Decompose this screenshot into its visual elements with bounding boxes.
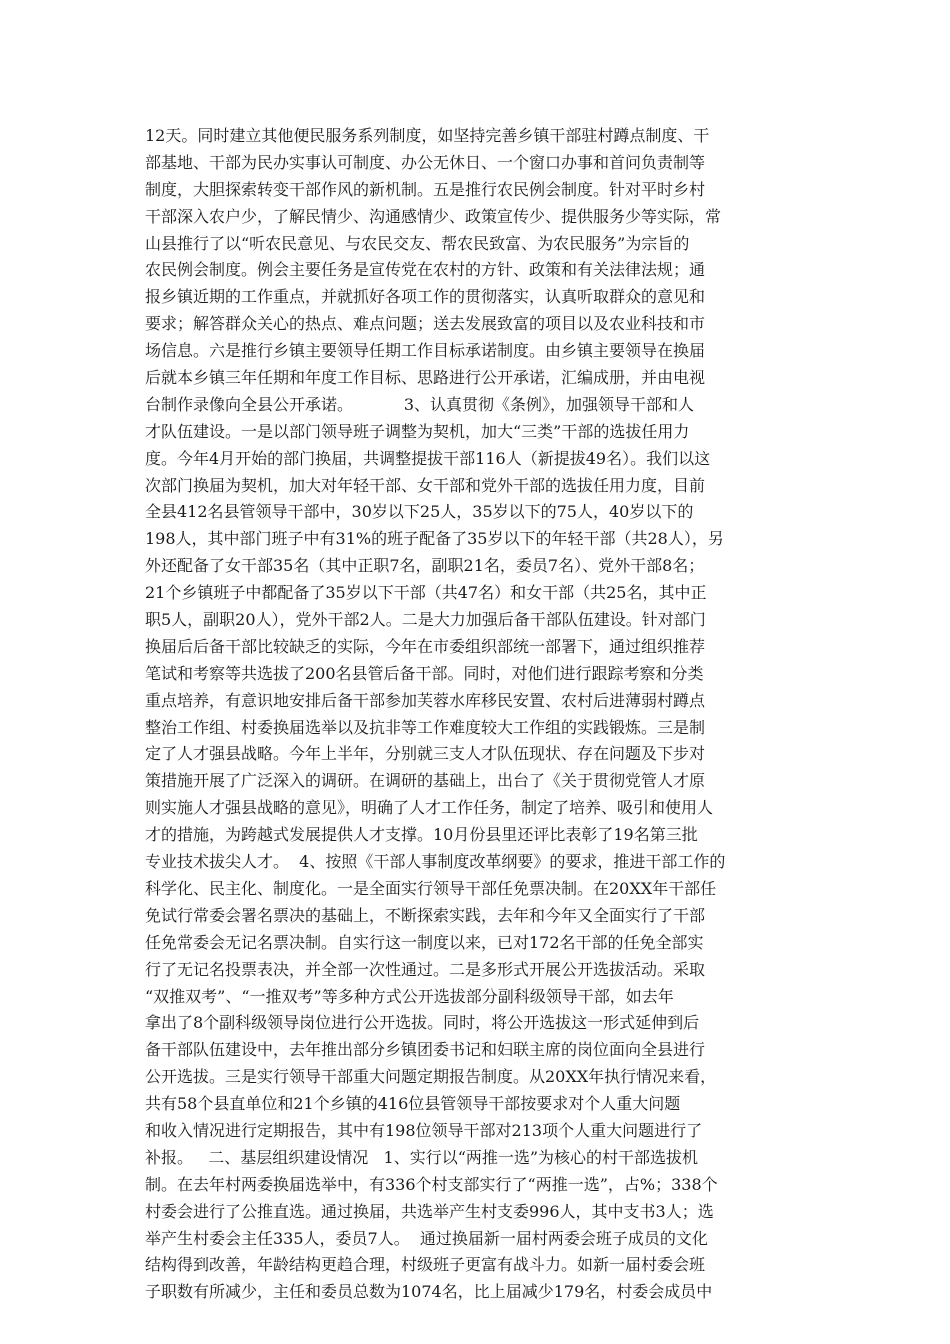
text-line: 山县推行了以“听农民意见、与农民交友、帮农民致富、为农民服务”为宗旨的 [145,233,690,253]
text-line: 行了无记名投票表决，并全部一次性通过。二是多形式开展公开选拔活动。采取 [145,959,706,979]
text-line: 台制作录像向全县公开承诺。 3、认真贯彻《条例》，加强领导干部和人 [145,394,695,414]
text-line: 定了人才强县战略。今年上半年，分别就三支人才队伍现状、存在问题及下步对 [145,744,706,764]
text-line: 公开选拔。三是实行领导干部重大问题定期报告制度。从20XX年执行情况来看， [145,1067,717,1087]
body-text [145,123,810,1306]
text-line: 198人，其中部门班子中有31%的班子配备了35岁以下的年轻干部（共28人），另 [145,529,724,549]
text-line: 部基地、干部为民办实事认可制度、办公无休日、一个窗口办事和首问负责制等 [145,152,706,172]
text-line: 结构得到改善，年龄结构更趋合理，村级班子更富有战斗力。如新一届村委会班 [145,1255,706,1275]
text-line: “双推双考”、“一推双考”等多种方式公开选拔部分副科级领导干部，如去年 [145,986,674,1006]
text-line: 外还配备了女干部35名（其中正职7名，副职21名，委员7名）、党外干部8名； [145,556,705,576]
text-line: 换届后后备干部比较缺乏的实际，今年在市委组织部统一部署下，通过组织推荐 [145,636,706,656]
text-line: 度。今年4月开始的部门换届，共调整提拔干部116人（新提拔49名）。我们以这 [145,448,711,468]
text-line: 才队伍建设。一是以部门领导班子调整为契机，加大“三类”干部的选拔任用力 [145,421,690,441]
text-line: 次部门换届为契机，加大对年轻干部、女干部和党外干部的选拔任用力度，目前 [145,475,706,495]
text-line: 21个乡镇班子中都配备了35岁以下干部（共47名）和女干部（共25名，其中正 [145,583,707,603]
text-line: 场信息。六是推行乡镇主要领导任期工作目标承诺制度。由乡镇主要领导在换届 [145,341,706,361]
text-line: 报乡镇近期的工作重点，并就抓好各项工作的贯彻落实，认真听取群众的意见和 [145,287,706,307]
text-line: 全县412名县管领导干部中，30岁以下25人，35岁以下的75人，40岁以下的 [145,502,694,522]
text-line: 补报。 二、基层组织建设情况 1、实行以“两推一选”为核心的村干部选拔机 [145,1147,699,1167]
text-line: 子职数有所减少，主任和委员总数为1074名，比上届减少179名，村委会成员中 [145,1282,713,1302]
text-line: 干部深入农户少，了解民情少、沟通感情少、政策宣传少、提供服务少等实际，常 [145,206,722,226]
text-line: 村委会进行了公推直选。通过换届，共选举产生村支委996人，其中支书3人；选 [145,1201,714,1221]
text-line: 职5人，副职20人），党外干部2人。二是大力加强后备干部队伍建设。针对部门 [145,610,706,630]
text-line: 免试行常委会署名票决的基础上，不断探索实践，去年和今年又全面实行了干部 [145,905,706,925]
text-line: 专业技术拔尖人才。 4、按照《干部人事制度改革纲要》的要求，推进干部工作的 [145,852,726,872]
text-line: 12天。同时建立其他便民服务系列制度，如坚持完善乡镇干部驻村蹲点制度、干 [145,126,710,145]
text-line: 整治工作组、村委换届选举以及抗非等工作难度较大工作组的实践锻炼。三是制 [145,717,706,737]
text-line: 才的措施，为跨越式发展提供人才支撑。10月份县里还评比表彰了19名第三批 [145,825,698,845]
text-line: 笔试和考察等共选拔了200名县管后备干部。同时，对他们进行跟踪考察和分类 [145,663,704,683]
text-line: 则实施人才强县战略的意见》，明确了人才工作任务，制定了培养、吸引和使用人 [145,798,714,818]
text-line: 策措施开展了广泛深入的调研。在调研的基础上，出台了《关于贯彻党管人才原 [145,771,706,791]
text-line: 要求；解答群众关心的热点、难点问题；送去发展致富的项目以及农业科技和市 [145,314,706,334]
text-line: 科学化、民主化、制度化。一是全面实行领导干部任免票决制。在20XX年干部任 [145,878,717,898]
text-line: 制。在去年村两委换届选举中，有336个村支部实行了“两推一选”，占%；338个 [145,1174,718,1194]
text-line: 举产生村委会主任335人，委员7人。 通过换届新一届村两委会班子成员的文化 [145,1228,708,1248]
text-line: 备干部队伍建设中，去年推出部分乡镇团委书记和妇联主席的岗位面向全县进行 [145,1040,706,1060]
text-line: 拿出了8个副科级领导岗位进行公开选拔。同时，将公开选拔这一形式延伸到后 [145,1013,700,1033]
text-line: 制度，大胆探索转变干部作风的新机制。五是推行农民例会制度。针对平时乡村 [145,179,706,199]
text-line: 和收入情况进行定期报告，其中有198位领导干部对213项个人重大问题进行了 [145,1120,703,1140]
text-line: 农民例会制度。例会主要任务是宣传党在农村的方针、政策和有关法律法规；通 [145,260,706,280]
text-line: 重点培养，有意识地安排后备干部参加芙蓉水库移民安置、农村后进薄弱村蹲点 [145,690,706,710]
text-line: 共有58个县直单位和21个乡镇的416位县管领导干部按要求对个人重大问题 [145,1094,681,1114]
text-line: 后就本乡镇三年任期和年度工作目标、思路进行公开承诺，汇编成册，并由电视 [145,368,706,388]
text-line: 任免常委会无记名票决制。自实行这一制度以来，已对172名干部的任免全部实 [145,932,704,952]
